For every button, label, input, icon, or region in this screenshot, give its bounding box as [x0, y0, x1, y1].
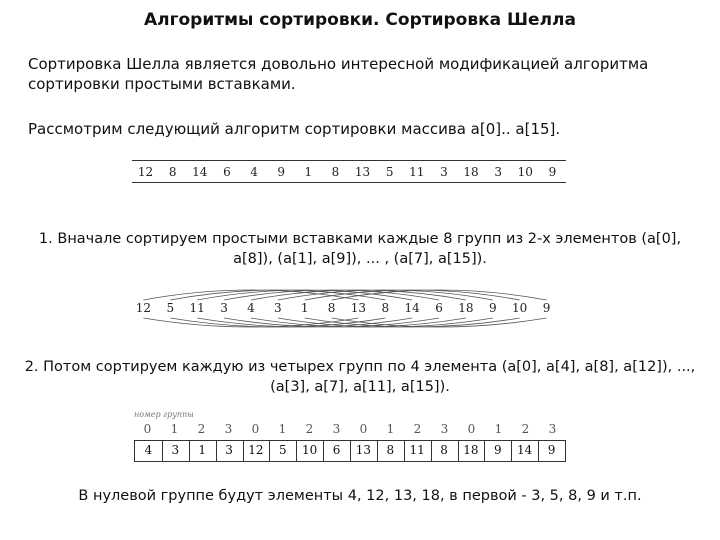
top-rule — [132, 160, 566, 161]
pair-arc-top — [278, 290, 493, 300]
array-element: 14 — [192, 165, 208, 179]
pair-arc-top — [251, 290, 466, 300]
table-cell: 4 — [144, 443, 153, 457]
pair-arc-top — [224, 290, 439, 300]
array-element: 6 — [223, 165, 231, 179]
group-number: 0 — [251, 422, 260, 436]
table-cell: 18 — [463, 443, 479, 457]
step2-line1: 2. Потом сортируем каждую из четырех групп по 4 элемента (a[0], a[4], a[8], a[12]), ..., — [24, 359, 696, 375]
array-element: 13 — [354, 165, 371, 179]
group-number: 0 — [359, 422, 368, 436]
group-number: 1 — [278, 422, 287, 436]
group-number: 2 — [413, 422, 422, 436]
group-number: 1 — [170, 422, 179, 436]
group-number: 2 — [305, 422, 314, 436]
pair-arc-bottom — [251, 318, 466, 327]
step1-line2: a[8]), (a[1], a[9]), ... , (a[7], a[15]). — [233, 251, 487, 267]
array-element: 8 — [331, 165, 340, 179]
pair-arc-top — [170, 290, 385, 300]
array-element: 9 — [277, 165, 285, 179]
array-element: 1 — [304, 165, 313, 179]
array-element: 5 — [166, 301, 175, 315]
array-element: 10 — [512, 301, 528, 315]
array-element: 4 — [247, 301, 255, 315]
array-element: 9 — [548, 165, 557, 179]
array-element: 18 — [463, 165, 479, 179]
consider-paragraph: Рассмотрим следующий алгоритм сортировки массива a[0].. a[15]. — [28, 120, 561, 138]
table-cell: 6 — [332, 443, 341, 457]
group-number: 2 — [521, 422, 530, 436]
step1-line1: 1. Вначале сортируем простыми вставками каждые 8 групп из 2-х элементов (a[0], — [38, 231, 682, 247]
array-element: 18 — [458, 301, 474, 315]
initial-array-figure — [132, 160, 566, 184]
group-numbers-row — [134, 422, 566, 438]
table-cell: 8 — [386, 443, 395, 457]
group-number: 1 — [494, 422, 503, 436]
table-cell: 1 — [198, 443, 206, 457]
step1-text — [30, 229, 690, 269]
step2-line2: (a[3], a[7], a[11], a[15]). — [270, 379, 450, 395]
table-cell: 5 — [278, 443, 287, 457]
pair-arc-top — [332, 290, 547, 300]
pairs-figure — [130, 278, 560, 338]
array-element: 4 — [250, 165, 258, 179]
table-cell: 9 — [493, 443, 502, 457]
conclusion-text: В нулевой группе будут элементы 4, 12, 13, 18, в первой - 3, 5, 8, 9 и т.п. — [78, 488, 642, 504]
pair-arc-top — [305, 290, 520, 300]
table-cell: 10 — [302, 443, 318, 457]
pair-arc-bottom — [224, 318, 439, 327]
pair-arc-top — [143, 290, 358, 300]
group-number: 0 — [143, 422, 152, 436]
array-element: 9 — [542, 301, 551, 315]
table-cell: 9 — [547, 443, 556, 457]
table-cell: 13 — [355, 443, 372, 457]
array-element: 6 — [435, 301, 443, 315]
array-element: 13 — [350, 301, 367, 315]
array-element: 11 — [409, 165, 425, 179]
table-cell: 8 — [440, 443, 448, 457]
pair-arc-bottom — [278, 318, 493, 327]
bottom-rule — [132, 182, 566, 183]
array-element: 8 — [168, 165, 177, 179]
table-cell: 12 — [248, 443, 264, 457]
table-cell: 3 — [225, 443, 233, 457]
array-element: 9 — [488, 301, 497, 315]
array-element: 10 — [517, 165, 533, 179]
group-caption: номер группы — [134, 410, 194, 419]
array-element: 3 — [440, 165, 448, 179]
pair-arc-bottom — [197, 318, 412, 327]
group-number: 0 — [467, 422, 476, 436]
array-element: 14 — [404, 301, 420, 315]
pair-arc-bottom — [170, 318, 385, 327]
array-element: 1 — [300, 301, 309, 315]
initial-array — [132, 165, 566, 181]
group-number: 2 — [197, 422, 206, 436]
array-element: 5 — [385, 165, 394, 179]
array-element: 8 — [327, 301, 336, 315]
intro-paragraph: Сортировка Шелла является довольно интересной модификацией алгоритма сортировки простыми вставками. — [28, 55, 649, 93]
pair-arc-bottom — [305, 318, 520, 327]
group-number: 3 — [440, 422, 449, 436]
group-number: 3 — [332, 422, 341, 436]
array-after-step2-table — [134, 440, 566, 462]
array-element: 3 — [494, 165, 502, 179]
array-element: 12 — [135, 301, 152, 315]
group-number: 3 — [548, 422, 557, 436]
array-element: 3 — [273, 301, 282, 315]
pair-arc-bottom — [143, 318, 358, 327]
array-after-step1 — [130, 301, 560, 317]
group-number: 3 — [224, 422, 233, 436]
pair-arc-bottom — [332, 318, 547, 327]
array-element: 3 — [220, 301, 228, 315]
table-cell: 3 — [171, 443, 180, 457]
pair-arc-top — [197, 290, 412, 300]
step2-text — [20, 357, 700, 397]
table-cell: 14 — [517, 443, 533, 457]
array-element: 11 — [189, 301, 205, 315]
table-cell: 11 — [409, 443, 425, 457]
array-element: 8 — [381, 301, 390, 315]
slide-title: Алгоритмы сортировки. Сортировка Шелла — [144, 10, 576, 30]
group-number: 1 — [386, 422, 395, 436]
array-element: 12 — [137, 165, 154, 179]
